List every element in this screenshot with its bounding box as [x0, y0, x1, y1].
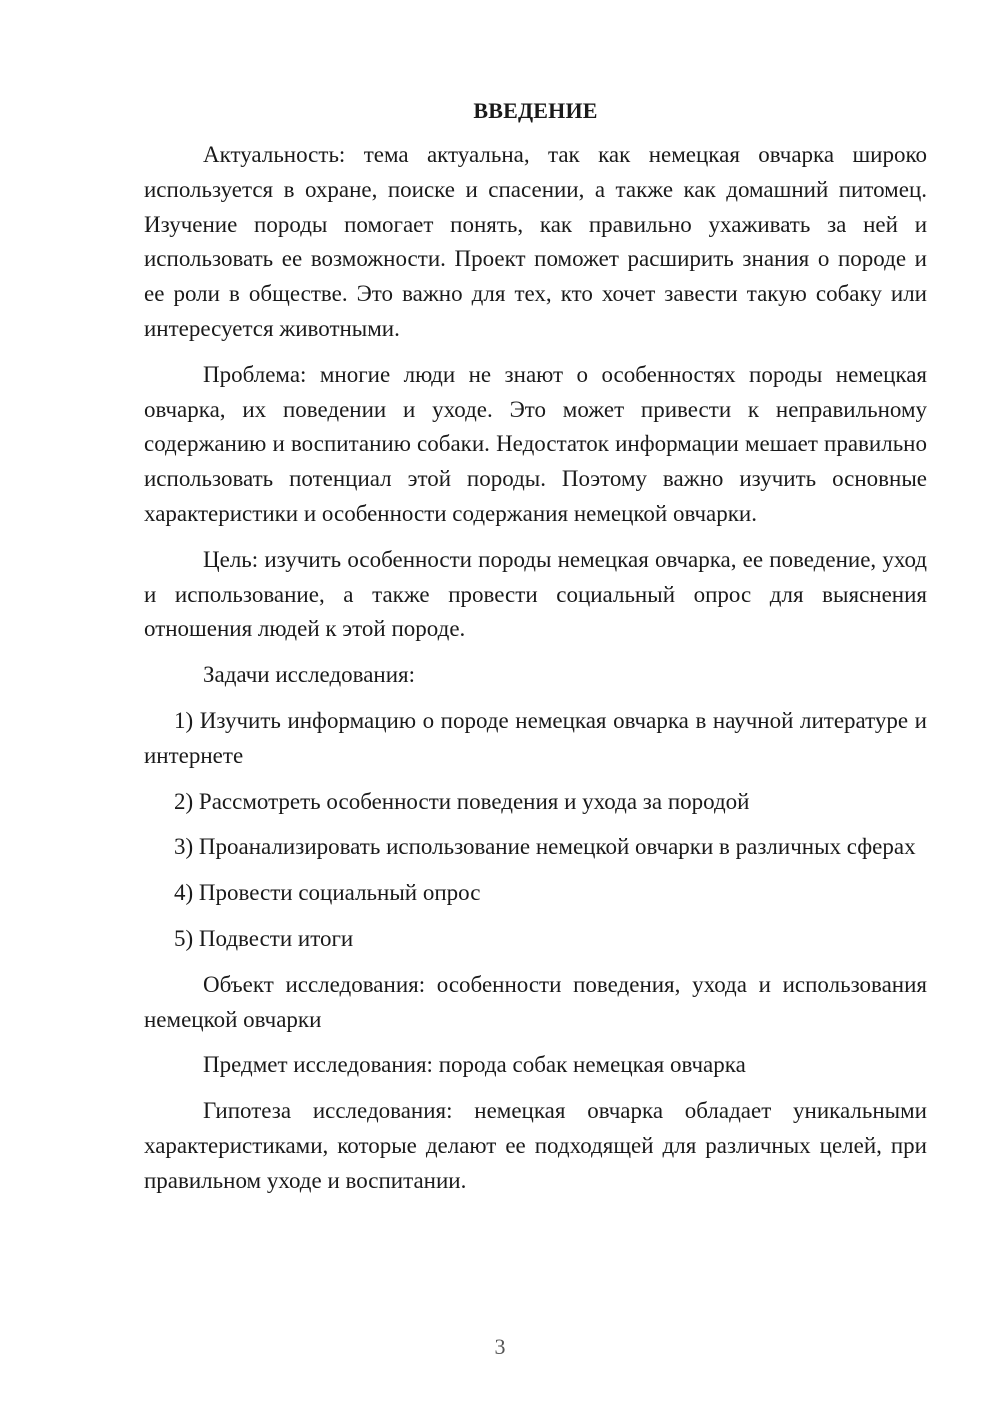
- document-page: [144, 94, 927, 1199]
- paragraph-spacer: [144, 911, 927, 922]
- relevance-paragraph: Актуальность: тема актуальна, так как немецкая овчарка широко используется в охране, поиске и спасении, а также как домашний питомец. Изучение породы помогает понять, как правильно ухаживать за ней и использовать ее возможности. Проект поможет расширить знания о породе и ее роли в обществе. Это важно для тех, кто хочет завести такую собаку или интересуется животными.: [144, 142, 927, 341]
- task-item-5: 5) Подвести итоги: [174, 925, 354, 951]
- goal-paragraph: Цель: изучить особенности породы немецкая овчарка, ее поведение, уход и использование, а также провести социальный опрос для выяснения отношения людей к этой породе.: [144, 546, 927, 642]
- paragraph-spacer: [144, 532, 927, 543]
- paragraph-spacer: [144, 1083, 927, 1094]
- object-paragraph: Объект исследования: особенности поведения, ухода и использования немецкой овчарки: [144, 971, 927, 1032]
- paragraph-spacer: [144, 865, 927, 876]
- task-item-2: 2) Рассмотреть особенности поведения и ухода за породой: [174, 788, 750, 814]
- page-number: 3: [494, 1334, 506, 1359]
- paragraph-spacer: [144, 1037, 927, 1048]
- task-item-1: 1) Изучить информацию о породе немецкая овчарка в научной литературе и интернете: [144, 707, 927, 768]
- section-title: ВВЕДЕНИЕ: [473, 98, 598, 123]
- hypothesis-paragraph: Гипотеза исследования: немецкая овчарка обладает уникальными характеристиками, которые делают ее подходящей для различных целей, при правильном уходе и воспитании.: [144, 1098, 927, 1193]
- paragraph-spacer: [144, 347, 927, 358]
- problem-paragraph: Проблема: многие люди не знают о особенностях породы немецкая овчарка, их поведении и уходе. Это может привести к неправильному содержанию и воспитанию собаки. Недостаток информации мешает правильно использовать потенциал этой породы. Поэтому важно изучить основные характеристики и особенности содержания немецкой овчарки.: [144, 361, 927, 526]
- paragraph-spacer: [144, 647, 927, 658]
- paragraph-spacer: [144, 774, 927, 785]
- tasks-heading: Задачи исследования:: [203, 662, 416, 688]
- paragraph-spacer: [144, 819, 927, 830]
- task-item-4: 4) Провести социальный опрос: [174, 880, 481, 906]
- subject-paragraph: Предмет исследования: порода собак немецкая овчарка: [203, 1052, 746, 1078]
- task-item-3: 3) Проанализировать использование немецкой овчарки в различных сферах: [174, 834, 916, 860]
- paragraph-spacer: [144, 957, 927, 968]
- paragraph-spacer: [144, 693, 927, 704]
